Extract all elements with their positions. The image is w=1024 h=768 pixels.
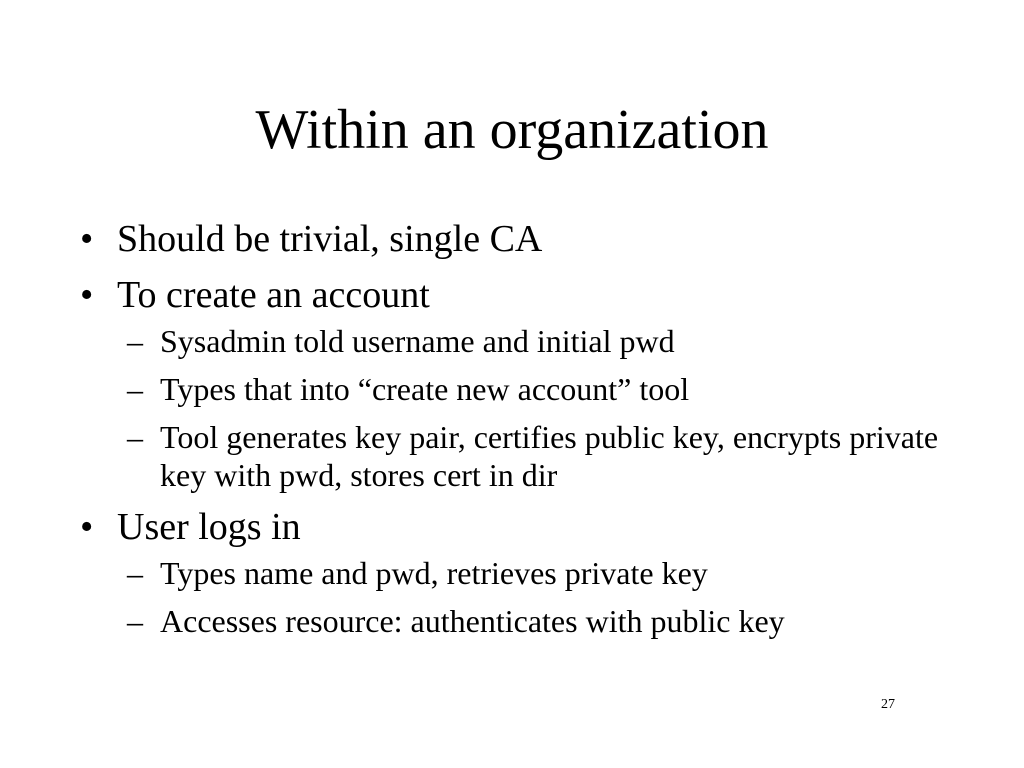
bullet-glyph: • [80, 506, 94, 548]
page-number: 27 [881, 697, 895, 712]
sub-bullet-item [117, 322, 980, 360]
sub-bullet-text: Accesses resource: authenticates with public key [160, 603, 785, 639]
sub-bullet-item [117, 370, 980, 408]
sub-bullet-text: Sysadmin told username and initial pwd [160, 323, 675, 359]
sub-bullet-item [117, 602, 980, 640]
bullet-item [0, 216, 1024, 262]
sub-bullet-text: Tool generates key pair, certifies public key, encrypts private key with pwd, stores cert in dir [160, 419, 939, 493]
sub-bullet-list [117, 554, 1024, 640]
bullet-text: User logs in [117, 506, 301, 548]
bullet-glyph: • [80, 274, 94, 316]
dash-glyph: – [127, 555, 143, 591]
sub-bullet-item [117, 554, 980, 592]
dash-glyph: – [127, 323, 143, 359]
bullet-text: Should be trivial, single CA [117, 218, 543, 260]
bullet-text: To create an account [117, 274, 430, 316]
bullet-item [0, 272, 1024, 494]
dash-glyph: – [127, 371, 143, 407]
bullet-item [0, 504, 1024, 640]
sub-bullet-list [117, 322, 1024, 494]
bullet-glyph: • [80, 218, 94, 260]
sub-bullet-text: Types name and pwd, retrieves private key [160, 555, 708, 591]
slide-title: Within an organization [255, 99, 769, 161]
dash-glyph: – [127, 603, 143, 639]
bullet-list [0, 216, 1024, 650]
dash-glyph: – [127, 419, 143, 455]
sub-bullet-text: Types that into “create new account” tool [160, 371, 690, 407]
sub-bullet-item [117, 418, 980, 494]
